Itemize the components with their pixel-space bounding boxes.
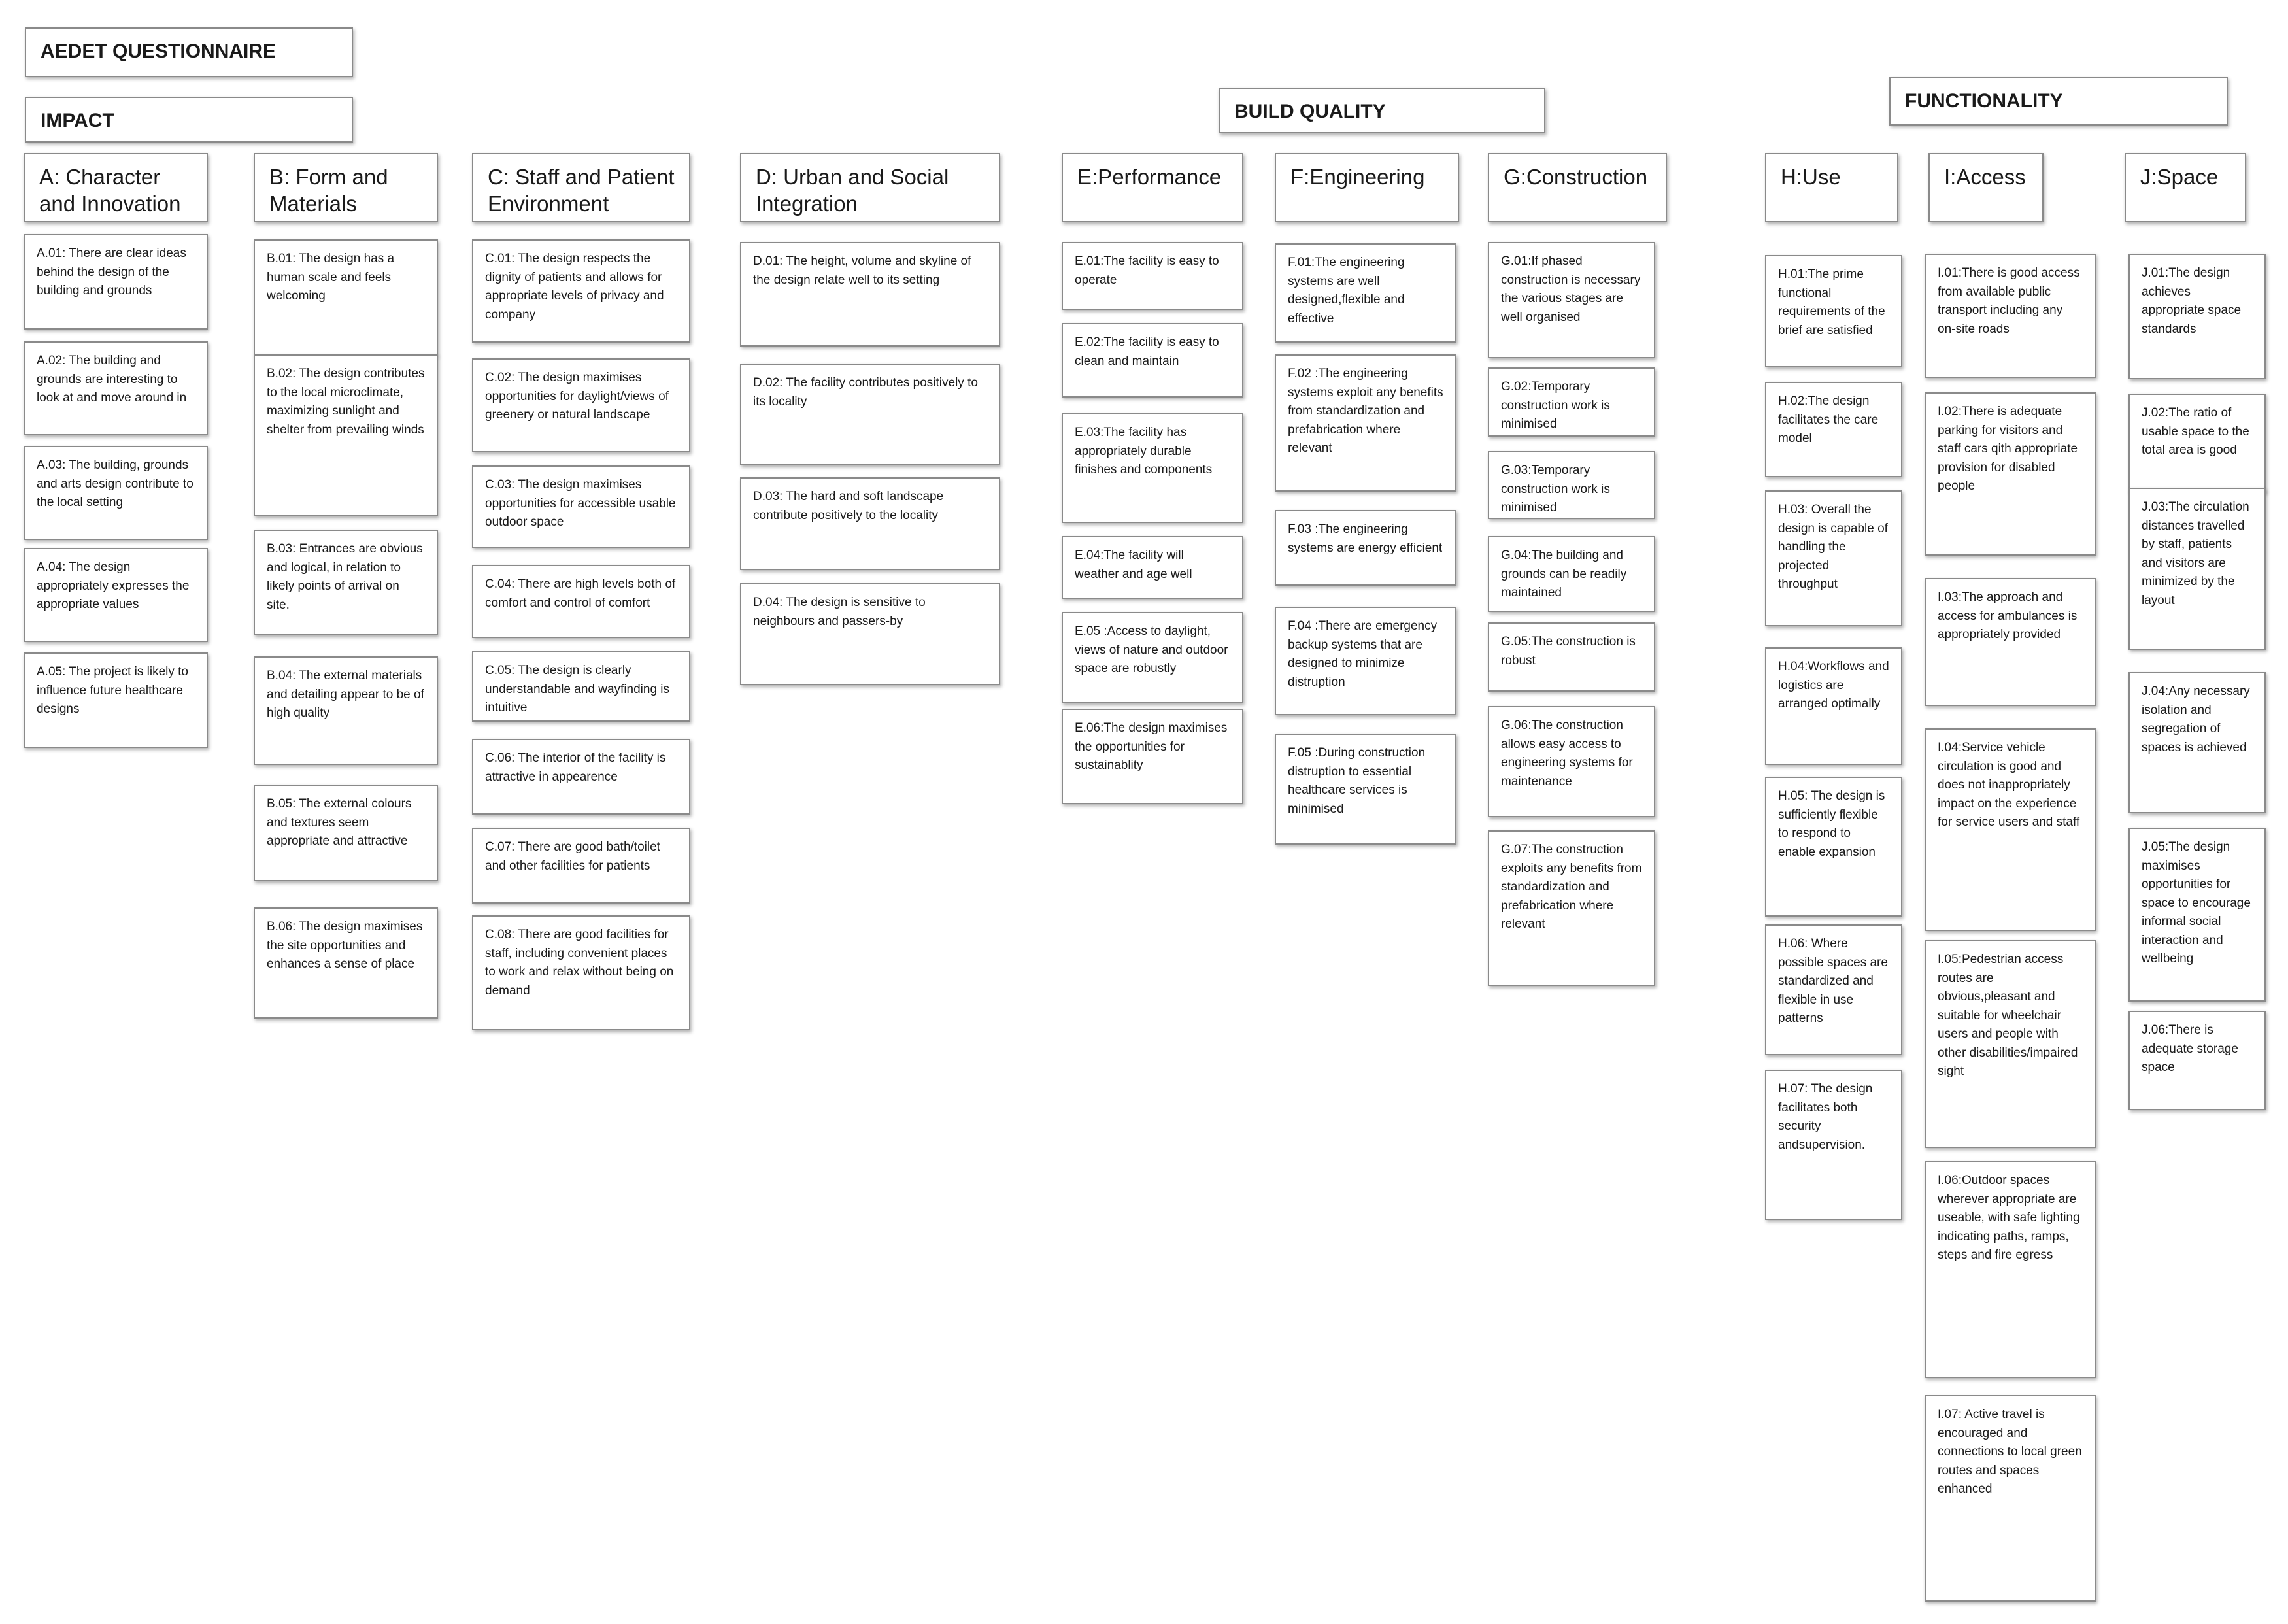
- section-heading-d: D: Urban and Social Integration: [740, 153, 1000, 222]
- criterion-f-02: F.02 :The engineering systems exploit any benefits from standardization and prefabrication where relevant: [1275, 354, 1456, 492]
- criterion-h-03: H.03: Overall the design is capable of handling the projected throughput: [1765, 490, 1902, 626]
- criterion-c-06: C.06: The interior of the facility is attractive in appearence: [472, 739, 690, 815]
- section-heading-g: G:Construction: [1488, 153, 1667, 222]
- criterion-d-01: D.01: The height, volume and skyline of the design relate well to its setting: [740, 242, 1000, 347]
- criterion-b-03: B.03: Entrances are obvious and logical, in relation to likely points of arrival on site.: [254, 530, 438, 635]
- criterion-c-04: C.04: There are high levels both of comfort and control of comfort: [472, 565, 690, 638]
- group-functionality: FUNCTIONALITY: [1889, 77, 2228, 126]
- criterion-i-05: I.05:Pedestrian access routes are obvious,pleasant and suitable for wheelchair users and people with other disabilities/impaired sight: [1925, 940, 2096, 1148]
- criterion-a-03: A.03: The building, grounds and arts design contribute to the local setting: [24, 446, 208, 540]
- criterion-a-04: A.04: The design appropriately expresses the appropriate values: [24, 548, 208, 642]
- criterion-c-03: C.03: The design maximises opportunities for accessible usable outdoor space: [472, 465, 690, 548]
- criterion-g-01: G.01:If phased construction is necessary the various stages are well organised: [1488, 242, 1655, 358]
- section-heading-b: B: Form and Materials: [254, 153, 438, 222]
- criterion-j-05: J.05:The design maximises opportunities for space to encourage informal social interaction and wellbeing: [2128, 828, 2266, 1002]
- criterion-b-01: B.01: The design has a human scale and feels welcoming: [254, 239, 438, 356]
- group-impact: IMPACT: [25, 97, 353, 143]
- criterion-b-02: B.02: The design contributes to the local microclimate, maximizing sunlight and shelter from prevailing winds: [254, 354, 438, 516]
- criterion-b-04: B.04: The external materials and detailing appear to be of high quality: [254, 656, 438, 765]
- criterion-h-04: H.04:Workflows and logistics are arranged optimally: [1765, 647, 1902, 765]
- criterion-i-03: I.03:The approach and access for ambulances is appropriately provided: [1925, 578, 2096, 706]
- criterion-a-05: A.05: The project is likely to influence future healthcare designs: [24, 652, 208, 748]
- questionnaire-title: AEDET QUESTIONNAIRE: [25, 27, 353, 77]
- criterion-c-08: C.08: There are good facilities for staff, including convenient places to work and relax without being on demand: [472, 915, 690, 1030]
- criterion-j-03: J.03:The circulation distances travelled by staff, patients and visitors are minimized by the layout: [2128, 488, 2266, 650]
- criterion-j-01: J.01:The design achieves appropriate space standards: [2128, 254, 2266, 379]
- criterion-g-02: G.02:Temporary construction work is minimised: [1488, 367, 1655, 437]
- criterion-e-02: E.02:The facility is easy to clean and maintain: [1062, 323, 1243, 398]
- criterion-h-05: H.05: The design is sufficiently flexible to respond to enable expansion: [1765, 777, 1902, 917]
- criterion-e-06: E.06:The design maximises the opportunities for sustainablity: [1062, 709, 1243, 804]
- criterion-j-04: J.04:Any necessary isolation and segregation of spaces is achieved: [2128, 672, 2266, 813]
- criterion-i-02: I.02:There is adequate parking for visitors and staff cars qith appropriate provision for disabled people: [1925, 392, 2096, 556]
- criterion-c-07: C.07: There are good bath/toilet and other facilities for patients: [472, 828, 690, 904]
- criterion-a-01: A.01: There are clear ideas behind the design of the building and grounds: [24, 234, 208, 330]
- criterion-h-07: H.07: The design facilitates both security andsupervision.: [1765, 1070, 1902, 1220]
- criterion-e-03: E.03:The facility has appropriately durable finishes and components: [1062, 413, 1243, 523]
- criterion-h-06: H.06: Where possible spaces are standardized and flexible in use patterns: [1765, 924, 1902, 1055]
- section-heading-j: J:Space: [2125, 153, 2246, 222]
- criterion-d-02: D.02: The facility contributes positively to its locality: [740, 364, 1000, 465]
- criterion-b-05: B.05: The external colours and textures seem appropriate and attractive: [254, 785, 438, 881]
- criterion-c-05: C.05: The design is clearly understandable and wayfinding is intuitive: [472, 651, 690, 722]
- criterion-i-07: I.07: Active travel is encouraged and connections to local green routes and spaces enhanced: [1925, 1395, 2096, 1602]
- section-heading-e: E:Performance: [1062, 153, 1243, 222]
- section-heading-c: C: Staff and Patient Environment: [472, 153, 690, 222]
- criterion-d-04: D.04: The design is sensitive to neighbours and passers-by: [740, 583, 1000, 685]
- criterion-f-04: F.04 :There are emergency backup systems that are designed to minimize distruption: [1275, 607, 1456, 715]
- criterion-b-06: B.06: The design maximises the site opportunities and enhances a sense of place: [254, 907, 438, 1019]
- criterion-c-01: C.01: The design respects the dignity of patients and allows for appropriate levels of privacy and company: [472, 239, 690, 343]
- group-build-quality: BUILD QUALITY: [1219, 88, 1545, 133]
- criterion-e-05: E.05 :Access to daylight, views of nature and outdoor space are robustly: [1062, 612, 1243, 703]
- criterion-e-01: E.01:The facility is easy to operate: [1062, 242, 1243, 310]
- criterion-g-07: G.07:The construction exploits any benefits from standardization and prefabrication where relevant: [1488, 830, 1655, 986]
- criterion-f-05: F.05 :During construction distruption to essential healthcare services is minimised: [1275, 734, 1456, 845]
- section-heading-a: A: Character and Innovation: [24, 153, 208, 222]
- criterion-f-03: F.03 :The engineering systems are energy efficient: [1275, 510, 1456, 586]
- criterion-i-01: I.01:There is good access from available public transport including any on-site roads: [1925, 254, 2096, 378]
- section-heading-i: I:Access: [1928, 153, 2044, 222]
- criterion-h-01: H.01:The prime functional requirements of the brief are satisfied: [1765, 255, 1902, 367]
- criterion-j-02: J.02:The ratio of usable space to the total area is good: [2128, 394, 2266, 493]
- criterion-h-02: H.02:The design facilitates the care model: [1765, 382, 1902, 477]
- criterion-j-06: J.06:There is adequate storage space: [2128, 1011, 2266, 1110]
- criterion-g-05: G.05:The construction is robust: [1488, 622, 1655, 692]
- section-heading-h: H:Use: [1765, 153, 1898, 222]
- criterion-g-03: G.03:Temporary construction work is minimised: [1488, 451, 1655, 519]
- criterion-g-06: G.06:The construction allows easy access to engineering systems for maintenance: [1488, 706, 1655, 817]
- criterion-a-02: A.02: The building and grounds are interesting to look at and move around in: [24, 341, 208, 435]
- criterion-i-06: I.06:Outdoor spaces wherever appropriate are useable, with safe lighting indicating paths, ramps, steps and fire egress: [1925, 1161, 2096, 1378]
- section-heading-f: F:Engineering: [1275, 153, 1459, 222]
- criterion-d-03: D.03: The hard and soft landscape contribute positively to the locality: [740, 477, 1000, 570]
- criterion-f-01: F.01:The engineering systems are well designed,flexible and effective: [1275, 243, 1456, 343]
- criterion-e-04: E.04:The facility will weather and age well: [1062, 536, 1243, 599]
- criterion-c-02: C.02: The design maximises opportunities for daylight/views of greenery or natural landscape: [472, 358, 690, 452]
- criterion-g-04: G.04:The building and grounds can be readily maintained: [1488, 536, 1655, 612]
- criterion-i-04: I.04:Service vehicle circulation is good and does not inappropriately impact on the experience for service users and staff: [1925, 728, 2096, 931]
